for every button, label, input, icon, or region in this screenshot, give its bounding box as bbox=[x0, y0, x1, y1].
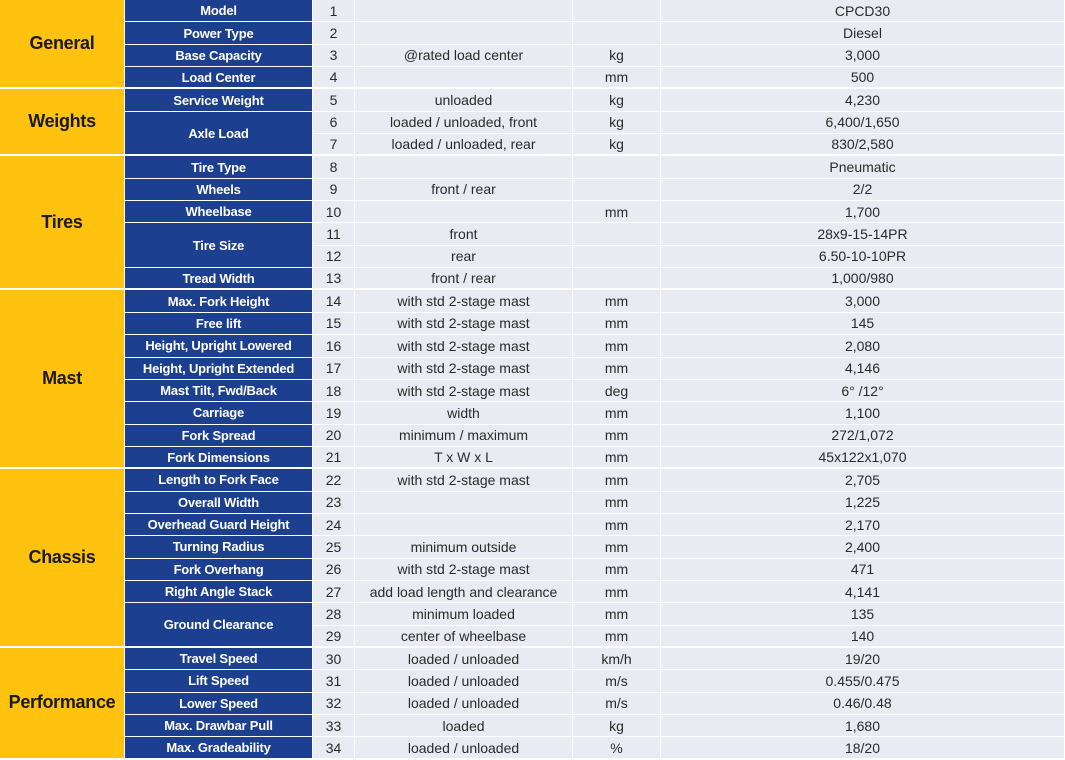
table-row bbox=[0, 492, 1065, 514]
table-row bbox=[0, 156, 1065, 178]
parameter-label-ground-clearance: Ground Clearance bbox=[125, 603, 313, 648]
row-number: 8 bbox=[313, 156, 355, 178]
condition-cell: @rated load center bbox=[355, 45, 573, 67]
row-number: 2 bbox=[313, 22, 355, 44]
unit-cell: mm bbox=[573, 425, 661, 447]
parameter-label-free-lift: Free lift bbox=[125, 313, 313, 335]
table-row bbox=[0, 89, 1065, 111]
table-row bbox=[0, 0, 1065, 22]
condition-cell: with std 2-stage mast bbox=[355, 559, 573, 581]
unit-cell: mm bbox=[573, 447, 661, 469]
table-row bbox=[0, 45, 1065, 67]
value-cell: 6,400/1,650 bbox=[661, 112, 1065, 134]
condition-cell: with std 2-stage mast bbox=[355, 358, 573, 380]
parameter-label-height-upright-extended: Height, Upright Extended bbox=[125, 358, 313, 380]
condition-cell: unloaded bbox=[355, 89, 573, 111]
row-number: 29 bbox=[313, 626, 355, 648]
parameter-label-tire-type: Tire Type bbox=[125, 156, 313, 178]
condition-cell: rear bbox=[355, 246, 573, 268]
value-cell: 2,400 bbox=[661, 536, 1065, 558]
row-number: 17 bbox=[313, 358, 355, 380]
table-row bbox=[0, 22, 1065, 44]
value-cell: 272/1,072 bbox=[661, 425, 1065, 447]
condition-cell bbox=[355, 67, 573, 89]
parameter-label-wheels: Wheels bbox=[125, 179, 313, 201]
unit-cell: kg bbox=[573, 89, 661, 111]
table-row bbox=[0, 693, 1065, 715]
unit-cell: mm bbox=[573, 313, 661, 335]
row-number: 12 bbox=[313, 246, 355, 268]
unit-cell: mm bbox=[573, 492, 661, 514]
condition-cell: with std 2-stage mast bbox=[355, 469, 573, 491]
unit-cell: mm bbox=[573, 290, 661, 312]
value-cell: 1,680 bbox=[661, 715, 1065, 737]
condition-cell: loaded / unloaded bbox=[355, 670, 573, 692]
condition-cell: add load length and clearance bbox=[355, 581, 573, 603]
row-number: 4 bbox=[313, 67, 355, 89]
table-row bbox=[0, 335, 1065, 357]
row-number: 26 bbox=[313, 559, 355, 581]
unit-cell: kg bbox=[573, 715, 661, 737]
value-cell: Diesel bbox=[661, 22, 1065, 44]
condition-cell: with std 2-stage mast bbox=[355, 290, 573, 312]
row-number: 28 bbox=[313, 603, 355, 625]
row-number: 30 bbox=[313, 648, 355, 670]
value-cell: 3,000 bbox=[661, 290, 1065, 312]
parameter-label-axle-load: Axle Load bbox=[125, 112, 313, 157]
condition-cell: front / rear bbox=[355, 179, 573, 201]
unit-cell bbox=[573, 0, 661, 22]
parameter-label-base-capacity: Base Capacity bbox=[125, 45, 313, 67]
unit-cell bbox=[573, 268, 661, 290]
unit-cell: kg bbox=[573, 112, 661, 134]
parameter-label-height-upright-lowered: Height, Upright Lowered bbox=[125, 335, 313, 357]
parameter-label-tread-width: Tread Width bbox=[125, 268, 313, 290]
table-row bbox=[0, 670, 1065, 692]
condition-cell bbox=[355, 514, 573, 536]
value-cell: 2/2 bbox=[661, 179, 1065, 201]
value-cell: 4,230 bbox=[661, 89, 1065, 111]
parameter-label-fork-overhang: Fork Overhang bbox=[125, 559, 313, 581]
table-row bbox=[0, 447, 1065, 469]
condition-cell: with std 2-stage mast bbox=[355, 313, 573, 335]
parameter-label-mast-tilt-fwd-back: Mast Tilt, Fwd/Back bbox=[125, 380, 313, 402]
row-number: 27 bbox=[313, 581, 355, 603]
unit-cell bbox=[573, 246, 661, 268]
table-row bbox=[0, 514, 1065, 536]
row-number: 34 bbox=[313, 737, 355, 759]
row-number: 32 bbox=[313, 693, 355, 715]
value-cell: 1,000/980 bbox=[661, 268, 1065, 290]
condition-cell: loaded / unloaded bbox=[355, 648, 573, 670]
table-row bbox=[0, 268, 1065, 290]
parameter-label-tire-size: Tire Size bbox=[125, 223, 313, 268]
condition-cell: loaded / unloaded bbox=[355, 737, 573, 759]
parameter-label-length-to-fork-face: Length to Fork Face bbox=[125, 469, 313, 491]
value-cell: 28x9-15-14PR bbox=[661, 223, 1065, 245]
table-row bbox=[0, 290, 1065, 312]
condition-cell: loaded / unloaded, front bbox=[355, 112, 573, 134]
condition-cell: loaded / unloaded bbox=[355, 693, 573, 715]
unit-cell: mm bbox=[573, 559, 661, 581]
condition-cell: with std 2-stage mast bbox=[355, 380, 573, 402]
value-cell: 500 bbox=[661, 67, 1065, 89]
table-row bbox=[0, 536, 1065, 558]
parameter-label-max-drawbar-pull: Max. Drawbar Pull bbox=[125, 715, 313, 737]
condition-cell: loaded / unloaded, rear bbox=[355, 134, 573, 156]
unit-cell: mm bbox=[573, 402, 661, 424]
parameter-label-load-center: Load Center bbox=[125, 67, 313, 89]
unit-cell: mm bbox=[573, 603, 661, 625]
condition-cell: minimum loaded bbox=[355, 603, 573, 625]
condition-cell bbox=[355, 0, 573, 22]
value-cell: 2,080 bbox=[661, 335, 1065, 357]
row-number: 21 bbox=[313, 447, 355, 469]
unit-cell bbox=[573, 223, 661, 245]
value-cell: 19/20 bbox=[661, 648, 1065, 670]
value-cell: 140 bbox=[661, 626, 1065, 648]
condition-cell bbox=[355, 201, 573, 223]
condition-cell: front bbox=[355, 223, 573, 245]
value-cell: 45x122x1,070 bbox=[661, 447, 1065, 469]
table-row bbox=[0, 402, 1065, 424]
unit-cell: mm bbox=[573, 335, 661, 357]
group-label-weights: Weights bbox=[0, 89, 125, 156]
unit-cell: deg bbox=[573, 380, 661, 402]
row-number: 7 bbox=[313, 134, 355, 156]
row-number: 16 bbox=[313, 335, 355, 357]
table-row bbox=[0, 715, 1065, 737]
table-row bbox=[0, 737, 1065, 759]
table-row bbox=[0, 559, 1065, 581]
value-cell: 1,700 bbox=[661, 201, 1065, 223]
unit-cell bbox=[573, 179, 661, 201]
value-cell: 471 bbox=[661, 559, 1065, 581]
parameter-label-max-fork-height: Max. Fork Height bbox=[125, 290, 313, 312]
parameter-label-turning-radius: Turning Radius bbox=[125, 536, 313, 558]
value-cell: 2,170 bbox=[661, 514, 1065, 536]
row-number: 22 bbox=[313, 469, 355, 491]
row-number: 31 bbox=[313, 670, 355, 692]
unit-cell: % bbox=[573, 737, 661, 759]
table-row bbox=[0, 313, 1065, 335]
unit-cell: mm bbox=[573, 581, 661, 603]
condition-cell bbox=[355, 156, 573, 178]
parameter-label-overall-width: Overall Width bbox=[125, 492, 313, 514]
row-number: 5 bbox=[313, 89, 355, 111]
value-cell: 830/2,580 bbox=[661, 134, 1065, 156]
row-number: 24 bbox=[313, 514, 355, 536]
parameter-label-power-type: Power Type bbox=[125, 22, 313, 44]
unit-cell: mm bbox=[573, 201, 661, 223]
parameter-label-right-angle-stack: Right Angle Stack bbox=[125, 581, 313, 603]
unit-cell: mm bbox=[573, 536, 661, 558]
value-cell: 0.455/0.475 bbox=[661, 670, 1065, 692]
group-label-general: General bbox=[0, 0, 125, 89]
group-label-performance: Performance bbox=[0, 648, 125, 760]
row-number: 23 bbox=[313, 492, 355, 514]
row-number: 20 bbox=[313, 425, 355, 447]
value-cell: 2,705 bbox=[661, 469, 1065, 491]
parameter-label-travel-speed: Travel Speed bbox=[125, 648, 313, 670]
row-number: 9 bbox=[313, 179, 355, 201]
unit-cell: km/h bbox=[573, 648, 661, 670]
row-number: 19 bbox=[313, 402, 355, 424]
unit-cell: m/s bbox=[573, 670, 661, 692]
unit-cell: mm bbox=[573, 514, 661, 536]
condition-cell: front / rear bbox=[355, 268, 573, 290]
condition-cell: width bbox=[355, 402, 573, 424]
value-cell: CPCD30 bbox=[661, 0, 1065, 22]
table-row bbox=[0, 648, 1065, 670]
table-row bbox=[0, 112, 1065, 134]
row-number: 14 bbox=[313, 290, 355, 312]
unit-cell: mm bbox=[573, 469, 661, 491]
row-number: 25 bbox=[313, 536, 355, 558]
row-number: 18 bbox=[313, 380, 355, 402]
parameter-label-carriage: Carriage bbox=[125, 402, 313, 424]
row-number: 1 bbox=[313, 0, 355, 22]
group-label-chassis: Chassis bbox=[0, 469, 125, 648]
value-cell: 6° /12° bbox=[661, 380, 1065, 402]
unit-cell: kg bbox=[573, 45, 661, 67]
condition-cell bbox=[355, 492, 573, 514]
row-number: 11 bbox=[313, 223, 355, 245]
unit-cell: m/s bbox=[573, 693, 661, 715]
row-number: 3 bbox=[313, 45, 355, 67]
row-number: 6 bbox=[313, 112, 355, 134]
value-cell: 1,100 bbox=[661, 402, 1065, 424]
group-label-mast: Mast bbox=[0, 290, 125, 469]
table-row bbox=[0, 425, 1065, 447]
parameter-label-fork-spread: Fork Spread bbox=[125, 425, 313, 447]
parameter-label-wheelbase: Wheelbase bbox=[125, 201, 313, 223]
parameter-label-fork-dimensions: Fork Dimensions bbox=[125, 447, 313, 469]
value-cell: 1,225 bbox=[661, 492, 1065, 514]
unit-cell bbox=[573, 156, 661, 178]
table-row bbox=[0, 223, 1065, 245]
table-row bbox=[0, 380, 1065, 402]
parameter-label-lift-speed: Lift Speed bbox=[125, 670, 313, 692]
condition-cell bbox=[355, 22, 573, 44]
table-row bbox=[0, 67, 1065, 89]
group-label-tires: Tires bbox=[0, 156, 125, 290]
value-cell: 4,146 bbox=[661, 358, 1065, 380]
table-row bbox=[0, 201, 1065, 223]
condition-cell: minimum outside bbox=[355, 536, 573, 558]
value-cell: 3,000 bbox=[661, 45, 1065, 67]
row-number: 13 bbox=[313, 268, 355, 290]
unit-cell: kg bbox=[573, 134, 661, 156]
table-row bbox=[0, 179, 1065, 201]
row-number: 10 bbox=[313, 201, 355, 223]
condition-cell: center of wheelbase bbox=[355, 626, 573, 648]
value-cell: 145 bbox=[661, 313, 1065, 335]
parameter-label-model: Model bbox=[125, 0, 313, 22]
parameter-label-overhead-guard-height: Overhead Guard Height bbox=[125, 514, 313, 536]
row-number: 33 bbox=[313, 715, 355, 737]
value-cell: 18/20 bbox=[661, 737, 1065, 759]
unit-cell: mm bbox=[573, 626, 661, 648]
parameter-label-max-gradeability: Max. Gradeability bbox=[125, 737, 313, 759]
table-row bbox=[0, 358, 1065, 380]
table-row bbox=[0, 469, 1065, 491]
table-row bbox=[0, 603, 1065, 625]
row-number: 15 bbox=[313, 313, 355, 335]
unit-cell bbox=[573, 22, 661, 44]
condition-cell: T x W x L bbox=[355, 447, 573, 469]
parameter-label-lower-speed: Lower Speed bbox=[125, 693, 313, 715]
condition-cell: with std 2-stage mast bbox=[355, 335, 573, 357]
value-cell: 135 bbox=[661, 603, 1065, 625]
condition-cell: minimum / maximum bbox=[355, 425, 573, 447]
unit-cell: mm bbox=[573, 67, 661, 89]
condition-cell: loaded bbox=[355, 715, 573, 737]
table-row bbox=[0, 581, 1065, 603]
parameter-label-service-weight: Service Weight bbox=[125, 89, 313, 111]
value-cell: 6.50-10-10PR bbox=[661, 246, 1065, 268]
value-cell: 4,141 bbox=[661, 581, 1065, 603]
value-cell: 0.46/0.48 bbox=[661, 693, 1065, 715]
value-cell: Pneumatic bbox=[661, 156, 1065, 178]
unit-cell: mm bbox=[573, 358, 661, 380]
